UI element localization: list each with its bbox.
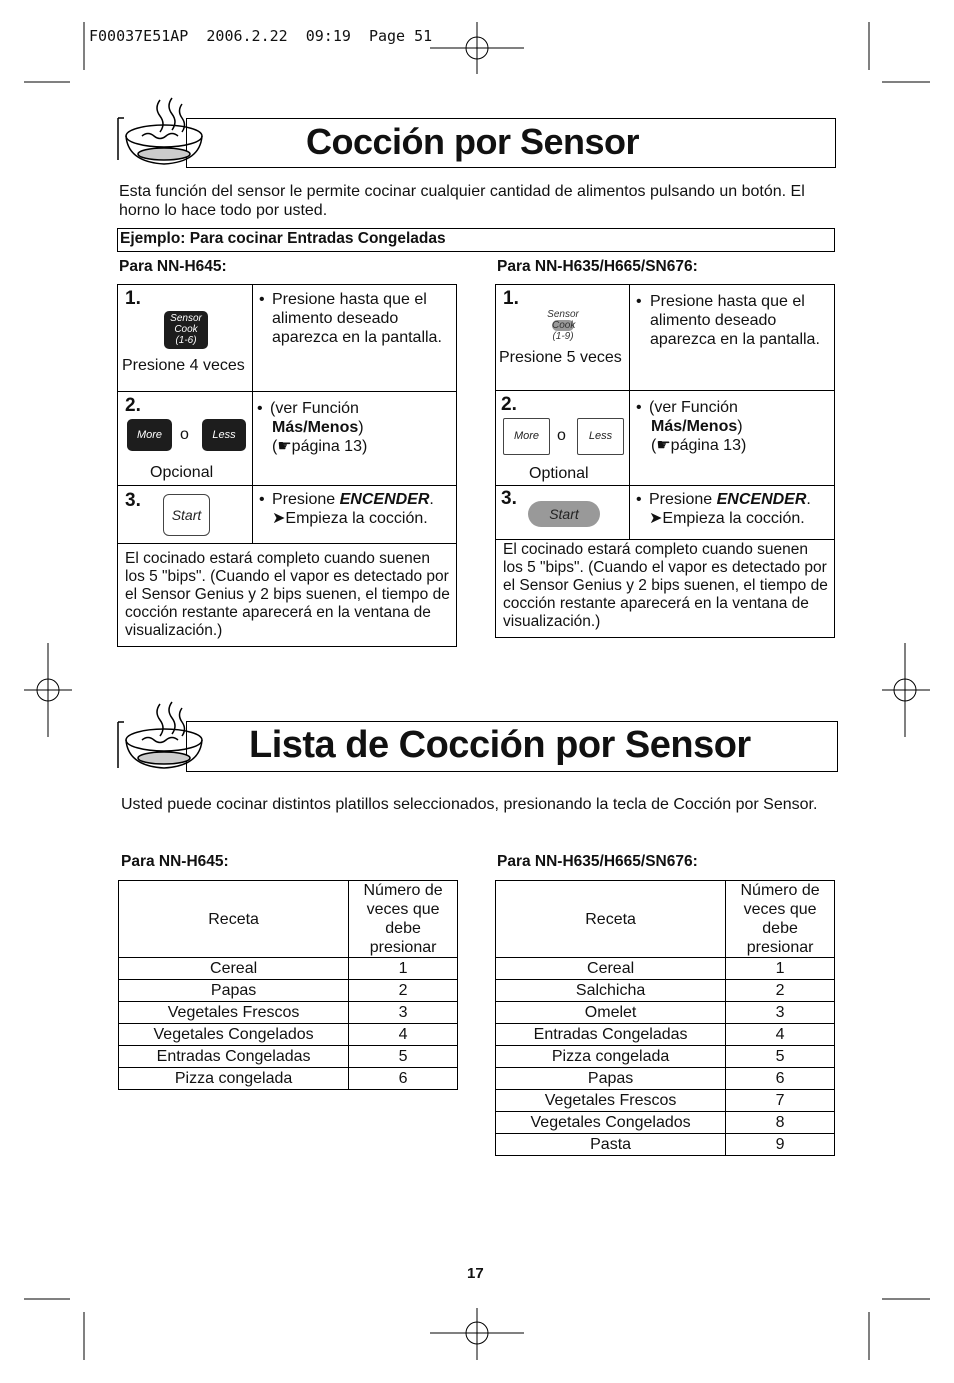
table-row <box>496 1024 835 1046</box>
sensor-list-table-left <box>118 880 458 1090</box>
table-row <box>119 980 458 1002</box>
count-cell: 4 <box>726 1024 835 1046</box>
count-cell: 3 <box>726 1002 835 1024</box>
header-count: Número de veces que debe presionar <box>349 881 458 958</box>
section2-heading: Lista de Cocción por Sensor <box>249 724 751 766</box>
section1-intro: Esta función del sensor le permite cocinar cualquier cantidad de alimentos pulsando un botón. El horno lo hace todo por usted. <box>119 183 805 219</box>
page-title: Cocción por Sensor <box>306 121 640 162</box>
more-key: More <box>127 419 172 451</box>
count-cell: 5 <box>726 1046 835 1068</box>
bullet-dot: • <box>257 400 263 417</box>
recipe-cell: Entradas Congeladas <box>496 1024 726 1046</box>
recipe-cell: Vegetales Frescos <box>119 1002 349 1024</box>
recipe-cell: Omelet <box>496 1002 726 1024</box>
count-cell: 8 <box>726 1112 835 1134</box>
count-cell: 5 <box>349 1046 458 1068</box>
table-header-row <box>496 881 835 958</box>
bullet-dot: • <box>636 491 642 508</box>
table-row <box>496 1002 835 1024</box>
table-row <box>119 1068 458 1090</box>
print-header: F00037E51AP 2006.2.22 09:19 Page 51 <box>89 27 433 45</box>
more-key: More <box>503 418 550 455</box>
step2-row <box>118 392 456 486</box>
step-number: 3. <box>501 488 517 509</box>
recipe-cell: Vegetales Congelados <box>496 1112 726 1134</box>
table-row <box>496 1046 835 1068</box>
header-recipe: Receta <box>119 881 349 958</box>
table-row <box>496 958 835 980</box>
step2-caption: Optional <box>529 465 589 482</box>
table-header-row <box>119 881 458 958</box>
table-row <box>119 1024 458 1046</box>
bullet-dot: • <box>636 293 642 310</box>
section2-title-box <box>186 721 838 772</box>
step-number: 2. <box>501 394 517 415</box>
recipe-cell: Cereal <box>119 958 349 980</box>
table-row <box>119 958 458 980</box>
page-number: 17 <box>467 1265 484 1282</box>
table-row <box>496 1068 835 1090</box>
section1-title-box <box>186 118 836 168</box>
step1-caption: Presione 5 veces <box>499 349 622 366</box>
table-row <box>496 1134 835 1156</box>
example-heading-box <box>117 228 835 252</box>
step2-caption: Opcional <box>150 464 214 481</box>
recipe-cell: Pasta <box>496 1134 726 1156</box>
count-cell: 7 <box>726 1090 835 1112</box>
step-number: 2. <box>125 395 141 416</box>
table-row <box>119 1046 458 1068</box>
sensor-cook-key: Sensor Cook (1-9) <box>547 309 579 342</box>
steps-box-right <box>495 284 835 638</box>
bullet-dot: • <box>259 291 265 308</box>
start-key: Start <box>163 494 210 536</box>
list-model-label-left: Para NN-H645: <box>121 853 229 870</box>
example-heading: Ejemplo: Para cocinar Entradas Congeladas <box>120 230 446 247</box>
sensor-list-table-right <box>495 880 835 1156</box>
count-cell: 2 <box>349 980 458 1002</box>
recipe-cell: Entradas Congeladas <box>119 1046 349 1068</box>
step3-row <box>496 486 834 540</box>
steps-box-left <box>117 284 457 647</box>
bullet-dot: • <box>259 491 265 508</box>
count-cell: 6 <box>726 1068 835 1090</box>
less-key: Less <box>577 418 624 455</box>
count-cell: 1 <box>726 958 835 980</box>
header-recipe: Receta <box>496 881 726 958</box>
completion-note: El cocinado estará completo cuando suenen los 5 "bips". (Cuando el vapor es detectado por el Sensor Genius y 2 bips suenen, el tiempo de cocción restante aparecerá en la ventana de visualización.) <box>125 550 450 639</box>
count-cell: 3 <box>349 1002 458 1024</box>
steaming-bowl-icon <box>116 700 208 778</box>
recipe-cell: Papas <box>496 1068 726 1090</box>
step3-row <box>118 486 456 544</box>
count-cell: 6 <box>349 1068 458 1090</box>
step1-text: Presione hasta que el alimento deseado aparezca en la pantalla. <box>650 293 820 348</box>
recipe-cell: Vegetales Frescos <box>496 1090 726 1112</box>
header-count: Número de veces que debe presionar <box>726 881 835 958</box>
bullet-dot: • <box>636 399 642 416</box>
recipe-cell: Pizza congelada <box>119 1068 349 1090</box>
step3-text: Presione ENCENDER. ➤Empieza la cocción. <box>649 491 811 527</box>
or-text: o <box>180 426 189 443</box>
step1-row <box>118 285 456 392</box>
recipe-cell: Cereal <box>496 958 726 980</box>
table-row <box>119 1002 458 1024</box>
step2-text: (ver Función Más/Menos) (☛página 13) <box>270 400 368 455</box>
recipe-cell: Vegetales Congelados <box>119 1024 349 1046</box>
count-cell: 4 <box>349 1024 458 1046</box>
section2-intro: Usted puede cocinar distintos platillos seleccionados, presionando la tecla de Cocción por Sensor. <box>121 796 818 813</box>
start-key: Start <box>528 501 600 527</box>
step-number: 1. <box>503 288 519 309</box>
sensor-cook-key: Sensor Cook (1-6) <box>164 311 208 349</box>
count-cell: 1 <box>349 958 458 980</box>
step-number: 1. <box>125 288 141 309</box>
table-row <box>496 980 835 1002</box>
count-cell: 2 <box>726 980 835 1002</box>
recipe-cell: Salchicha <box>496 980 726 1002</box>
step1-caption: Presione 4 veces <box>122 357 245 374</box>
step2-text: (ver Función Más/Menos) (☛página 13) <box>649 399 747 454</box>
step3-text: Presione ENCENDER. ➤Empieza la cocción. <box>272 491 434 527</box>
step2-row <box>496 391 834 486</box>
table-row <box>496 1112 835 1134</box>
less-key: Less <box>202 419 246 451</box>
table-row <box>496 1090 835 1112</box>
model-label-right: Para NN-H635/H665/SN676: <box>497 258 698 275</box>
recipe-cell: Pizza congelada <box>496 1046 726 1068</box>
recipe-cell: Papas <box>119 980 349 1002</box>
model-label-left: Para NN-H645: <box>119 258 227 275</box>
step1-row <box>496 285 834 391</box>
list-model-label-right: Para NN-H635/H665/SN676: <box>497 853 698 870</box>
step-number: 3. <box>125 490 141 511</box>
steaming-bowl-icon <box>116 96 208 174</box>
completion-note: El cocinado estará completo cuando suenen los 5 "bips". (Cuando el vapor es detectado por el Sensor Genius y 2 bips suenen, el tiempo de cocción restante aparecerá en la ventana de visualización.) <box>503 541 828 630</box>
or-text: o <box>557 427 566 444</box>
count-cell: 9 <box>726 1134 835 1156</box>
step1-text: Presione hasta que el alimento deseado aparezca en la pantalla. <box>272 291 442 346</box>
